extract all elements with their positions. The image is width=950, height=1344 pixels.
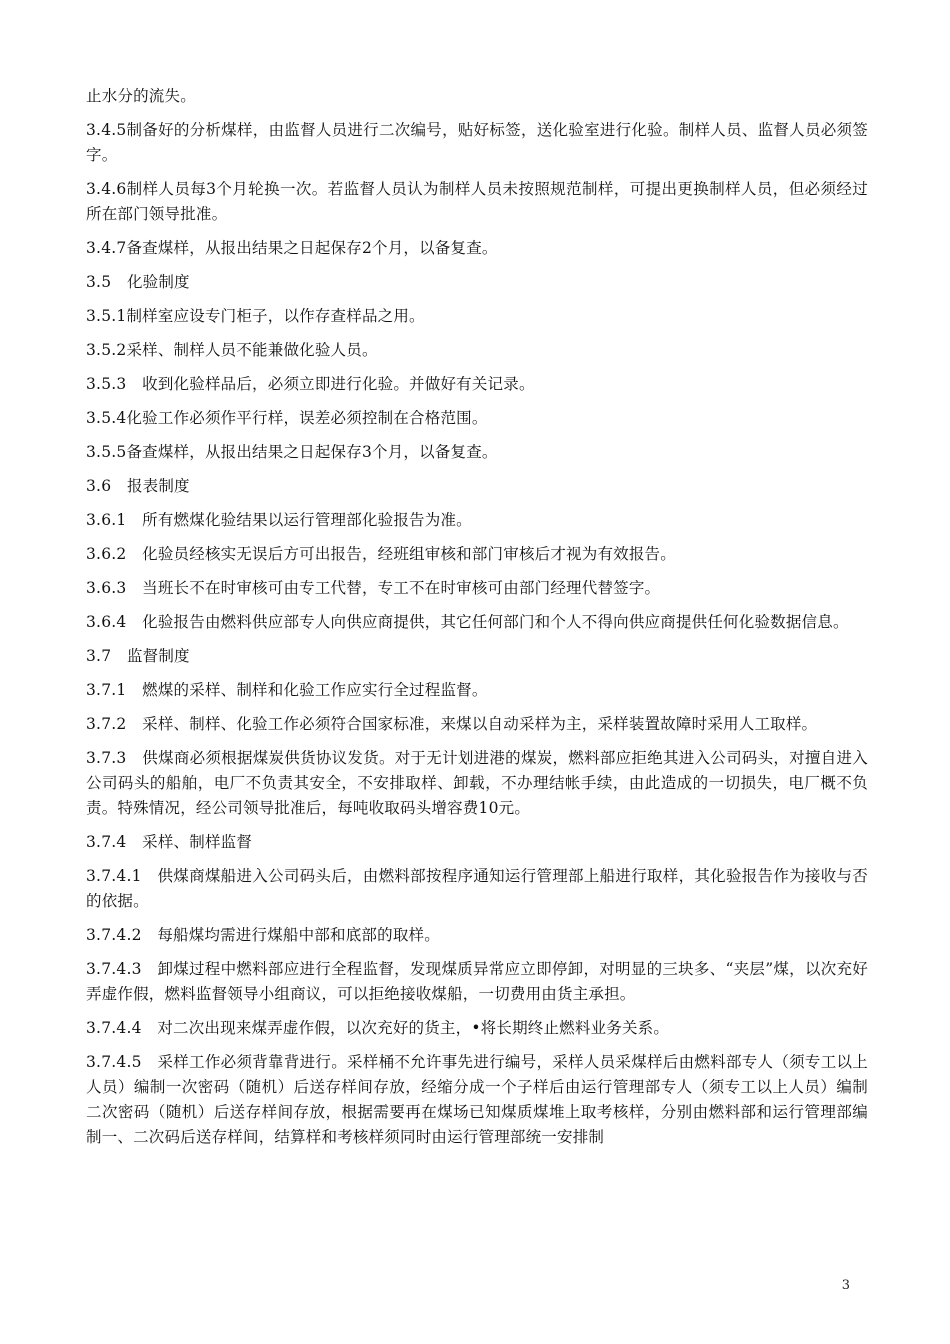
- paragraph-1: 止水分的流失。: [86, 87, 196, 105]
- paragraph-7: 3.5.2采样、制样人员不能兼做化验人员。: [86, 341, 378, 359]
- paragraph-4: 3.4.7备查煤样，从报出结果之日起保存2个月，以备复查。: [86, 239, 498, 257]
- paragraph-2: 3.4.5制备好的分析煤样，由监督人员进行二次编号，贴好标签，送化验室进行化验。制样人员、监督人员必须签字。: [86, 121, 868, 164]
- paragraph-15: 3.6.4 化验报告由燃料供应部专人向供应商提供，其它任何部门和个人不得向供应商提供任何化验数据信息。: [86, 613, 849, 631]
- paragraph-10: 3.5.5备查煤样，从报出结果之日起保存3个月，以备复查。: [86, 443, 498, 461]
- paragraph-8: 3.5.3 收到化验样品后，必须立即进行化验。并做好有关记录。: [86, 375, 535, 393]
- paragraph-25: 3.7.4.5 采样工作必须背靠背进行。采样桶不允许事先进行编号，采样人员采煤样后由燃料部专人（须专工以上人员）编制一次密码（随机）后送存样间存放，经缩分成一个子样后由运行管理部专人（须专工以上人员）编制二次密码（随机）后送存样间存放，根据需要再在煤场已知煤质煤堆上取考核样，分别由燃料部和运行管理部编制一、二次码后送存样间，结算样和考核样须同时由运行管理部统一安排制: [86, 1053, 868, 1146]
- paragraph-12: 3.6.1 所有燃煤化验结果以运行管理部化验报告为准。: [86, 511, 472, 529]
- paragraph-13: 3.6.2 化验员经核实无误后方可出报告，经班组审核和部门审核后才视为有效报告。: [86, 545, 676, 563]
- paragraph-3: 3.4.6制样人员每3个月轮换一次。若监督人员认为制样人员未按照规范制样，可提出更换制样人员，但必须经过所在部门领导批准。: [86, 180, 868, 223]
- document-body: [86, 84, 868, 1159]
- paragraph-21: 3.7.4.1 供煤商煤船进入公司码头后，由燃料部按程序通知运行管理部上船进行取样，其化验报告作为接收与否的依据。: [86, 867, 868, 910]
- section-heading-3-7-4: 3.7.4 采样、制样监督: [86, 833, 253, 851]
- paragraph-18: 3.7.2 采样、制样、化验工作必须符合国家标准，来煤以自动采样为主，采样装置故障时采用人工取样。: [86, 715, 818, 733]
- paragraph-14: 3.6.3 当班长不在时审核可由专工代替，专工不在时审核可由部门经理代替签字。: [86, 579, 661, 597]
- section-heading-3-7: 3.7 监督制度: [86, 647, 190, 665]
- section-heading-3-6: 3.6 报表制度: [86, 477, 190, 495]
- paragraph-24: 3.7.4.4 对二次出现来煤弄虚作假，以次充好的货主，•将长期终止燃料业务关系。: [86, 1019, 670, 1037]
- paragraph-23: 3.7.4.3 卸煤过程中燃料部应进行全程监督，发现煤质异常应立即停卸，对明显的三块多、“夹层”煤，以次充好弄虚作假，燃料监督领导小组商议，可以拒绝接收煤船，一切费用由货主承担。: [86, 960, 868, 1003]
- paragraph-22: 3.7.4.2 每船煤均需进行煤船中部和底部的取样。: [86, 926, 440, 944]
- paragraph-17: 3.7.1 燃煤的采样、制样和化验工作应实行全过程监督。: [86, 681, 488, 699]
- page-number: 3: [841, 1278, 850, 1293]
- paragraph-19: 3.7.3 供煤商必须根据煤炭供货协议发货。对于无计划进港的煤炭，燃料部应拒绝其进入公司码头，对擅自进入公司码头的船舶，电厂不负责其安全，不安排取样、卸载，不办理结帐手续，由此造成的一切损失，电厂概不负责。特殊情况，经公司领导批准后，每吨收取码头增容费10元。: [86, 749, 868, 817]
- paragraph-9: 3.5.4化验工作必须作平行样，误差必须控制在合格范围。: [86, 409, 488, 427]
- paragraph-6: 3.5.1制样室应设专门柜子，以作存查样品之用。: [86, 307, 425, 325]
- section-heading-3-5: 3.5 化验制度: [86, 273, 190, 291]
